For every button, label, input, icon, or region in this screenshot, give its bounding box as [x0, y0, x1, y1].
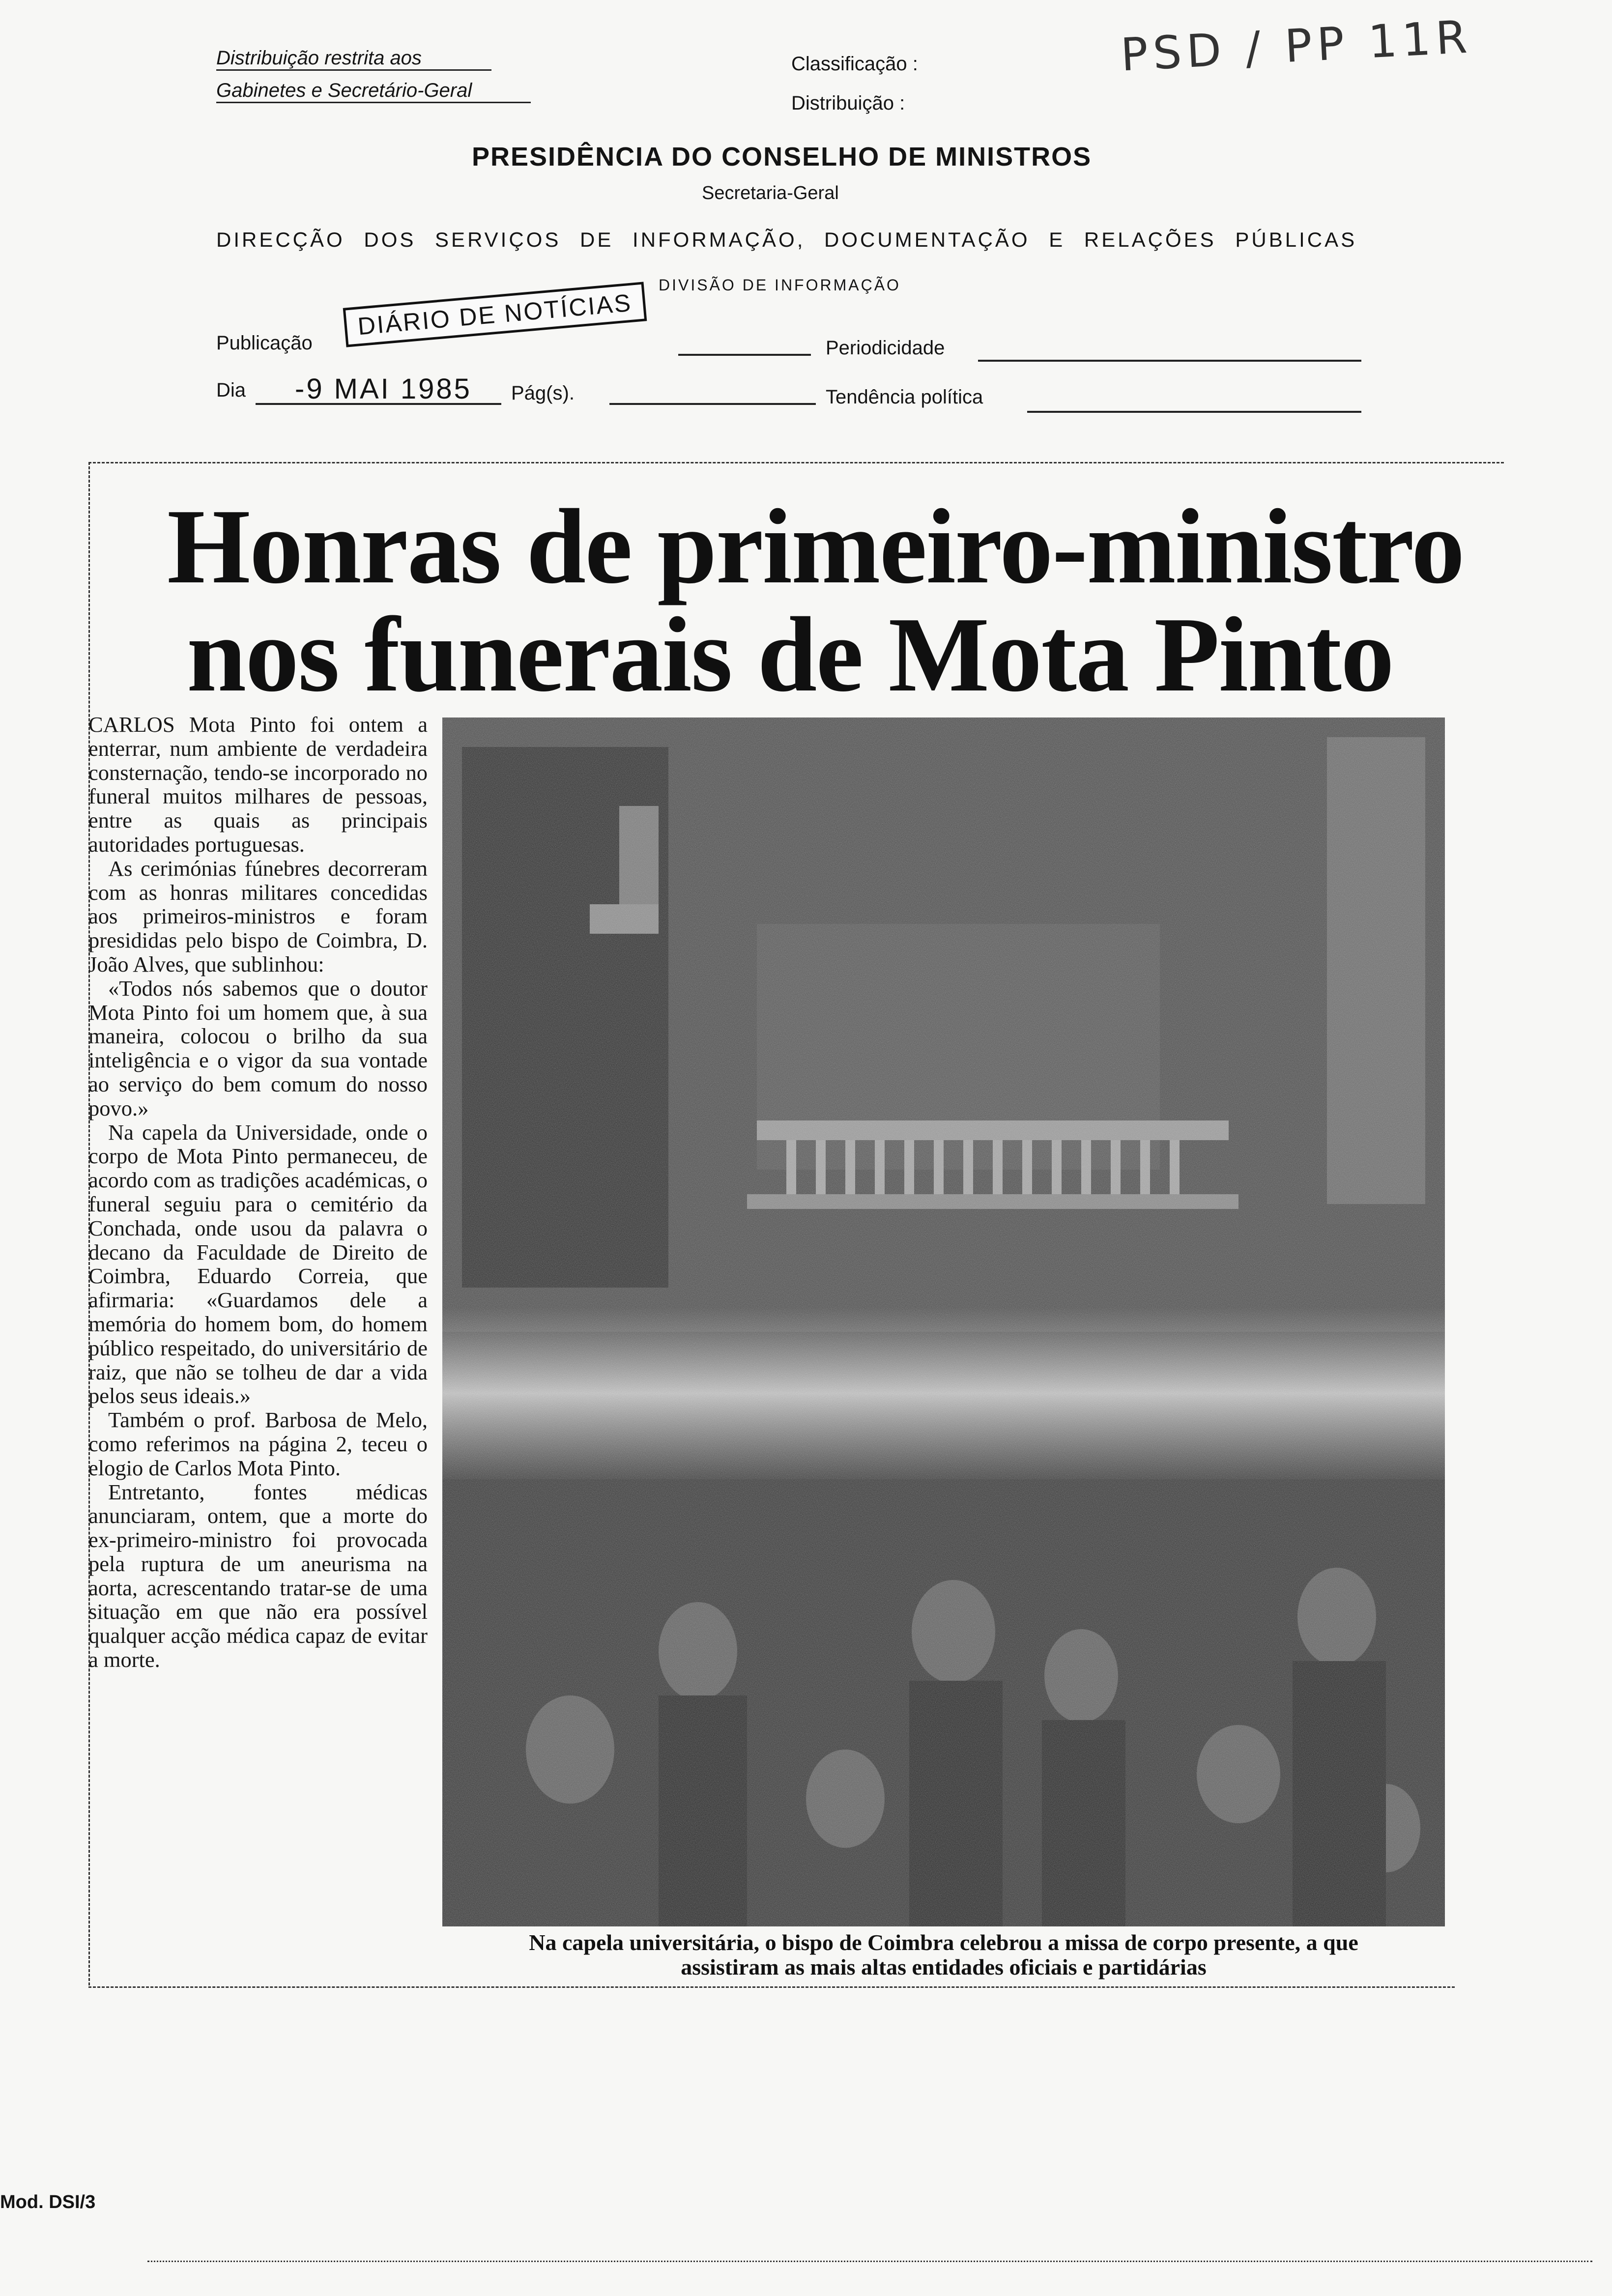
- page-bottom-edge: [147, 2261, 1592, 2262]
- distribution-line-2: Gabinetes e Secretário-Geral: [216, 80, 531, 103]
- publicacao-stamp: DIÁRIO DE NOTÍCIAS: [343, 282, 647, 347]
- secretaria-geral: Secretaria-Geral: [702, 183, 839, 203]
- distribuicao-label: Distribuição :: [791, 92, 905, 114]
- distribution-line-1: Distribuição restrita aos: [216, 47, 491, 71]
- article-paragraph-2: As cerimónias fúnebres decorreram com as honras militares concedidas aos primeiros-ministros e foram presididas pelo bispo de Coimbra, D. João Alves, que sublinhou:: [88, 856, 428, 976]
- article-paragraph-1: CARLOS Mota Pinto foi ontem a enterrar, num ambiente de verdadeira consternação, tendo-se incorporado no funeral muitos milhares de pessoas, entre as quais as principais autoridades portuguesas.: [88, 712, 428, 857]
- tendencia-line: [1027, 411, 1361, 413]
- publicacao-label: Publicação: [216, 332, 313, 354]
- clipping-bottom-edge: [88, 1986, 1455, 1988]
- handwritten-annotation: PSD / PP 11R: [1119, 10, 1473, 82]
- photo-caption: [432, 1930, 1455, 1980]
- article-paragraph-3: «Todos nós sabemos que o doutor Mota Pinto foi um homem que, à sua maneira, colocou o brilho da sua inteligência e o vigor da sua vontade ao serviço do bem comum do nosso povo.»: [88, 976, 428, 1120]
- article-paragraph-5: Também o prof. Barbosa de Melo, como referimos na página 2, teceu o elogio de Carlos Mota Pinto.: [88, 1407, 428, 1480]
- classificacao-label: Classificação :: [791, 53, 918, 75]
- tendencia-label: Tendência política: [826, 386, 983, 408]
- periodicidade-line: [978, 360, 1361, 362]
- photo-caption-line-1: Na capela universitária, o bispo de Coimbra celebrou a missa de corpo presente, a que: [529, 1930, 1358, 1955]
- presidencia-title: PRESIDÊNCIA DO CONSELHO DE MINISTROS: [472, 142, 1092, 172]
- pags-line: [609, 403, 816, 405]
- periodicidade-label: Periodicidade: [826, 337, 945, 359]
- dia-label: Dia: [216, 379, 246, 401]
- article-paragraph-6: Entretanto, fontes médicas anunciaram, ontem, que a morte do ex-primeiro-ministro foi provocada pela ruptura de um aneurisma na aorta, acrescentando tratar-se de uma situação em que não era possível qualquer acção médica capaz de evitar a morte.: [88, 1479, 428, 1672]
- direccao-servicos: DIRECÇÃO DOS SERVIÇOS DE INFORMAÇÃO, DOCUMENTAÇÃO E RELAÇÕES PÚBLICAS: [216, 228, 1357, 251]
- pags-label: Pág(s).: [511, 382, 575, 404]
- publicacao-line: [678, 354, 811, 356]
- headline-line-1: Honras de primeiro-ministro: [167, 488, 1464, 606]
- dia-value: -9 MAI 1985: [295, 373, 472, 405]
- photo-caption-line-2: assistiram as mais altas entidades oficiais e partidárias: [681, 1954, 1207, 1980]
- form-code: Mod. DSI/3: [0, 2192, 96, 2212]
- article-paragraph-4: Na capela da Universidade, onde o corpo de Mota Pinto permaneceu, de acordo com as tradições académicas, o funeral seguiu para o cemitério da Conchada, onde usou da palavra o decano da Faculdade de Direito de Coimbra, Eduardo Correia, que afirmaria: «Guardamos dele a memória do homem bom, do homem público respeitado, do universitário de raiz, que não se tolheu de dar a vida pelos seus ideais.»: [88, 1119, 428, 1408]
- news-photo-image: [442, 718, 1445, 1926]
- clipping-top-edge: [88, 462, 1504, 463]
- news-photo: [442, 718, 1445, 1926]
- article-body: [88, 713, 428, 1672]
- divisao-informacao: DIVISÃO DE INFORMAÇÃO: [659, 276, 901, 294]
- headline-line-2: nos funerais de Mota Pinto: [187, 596, 1393, 714]
